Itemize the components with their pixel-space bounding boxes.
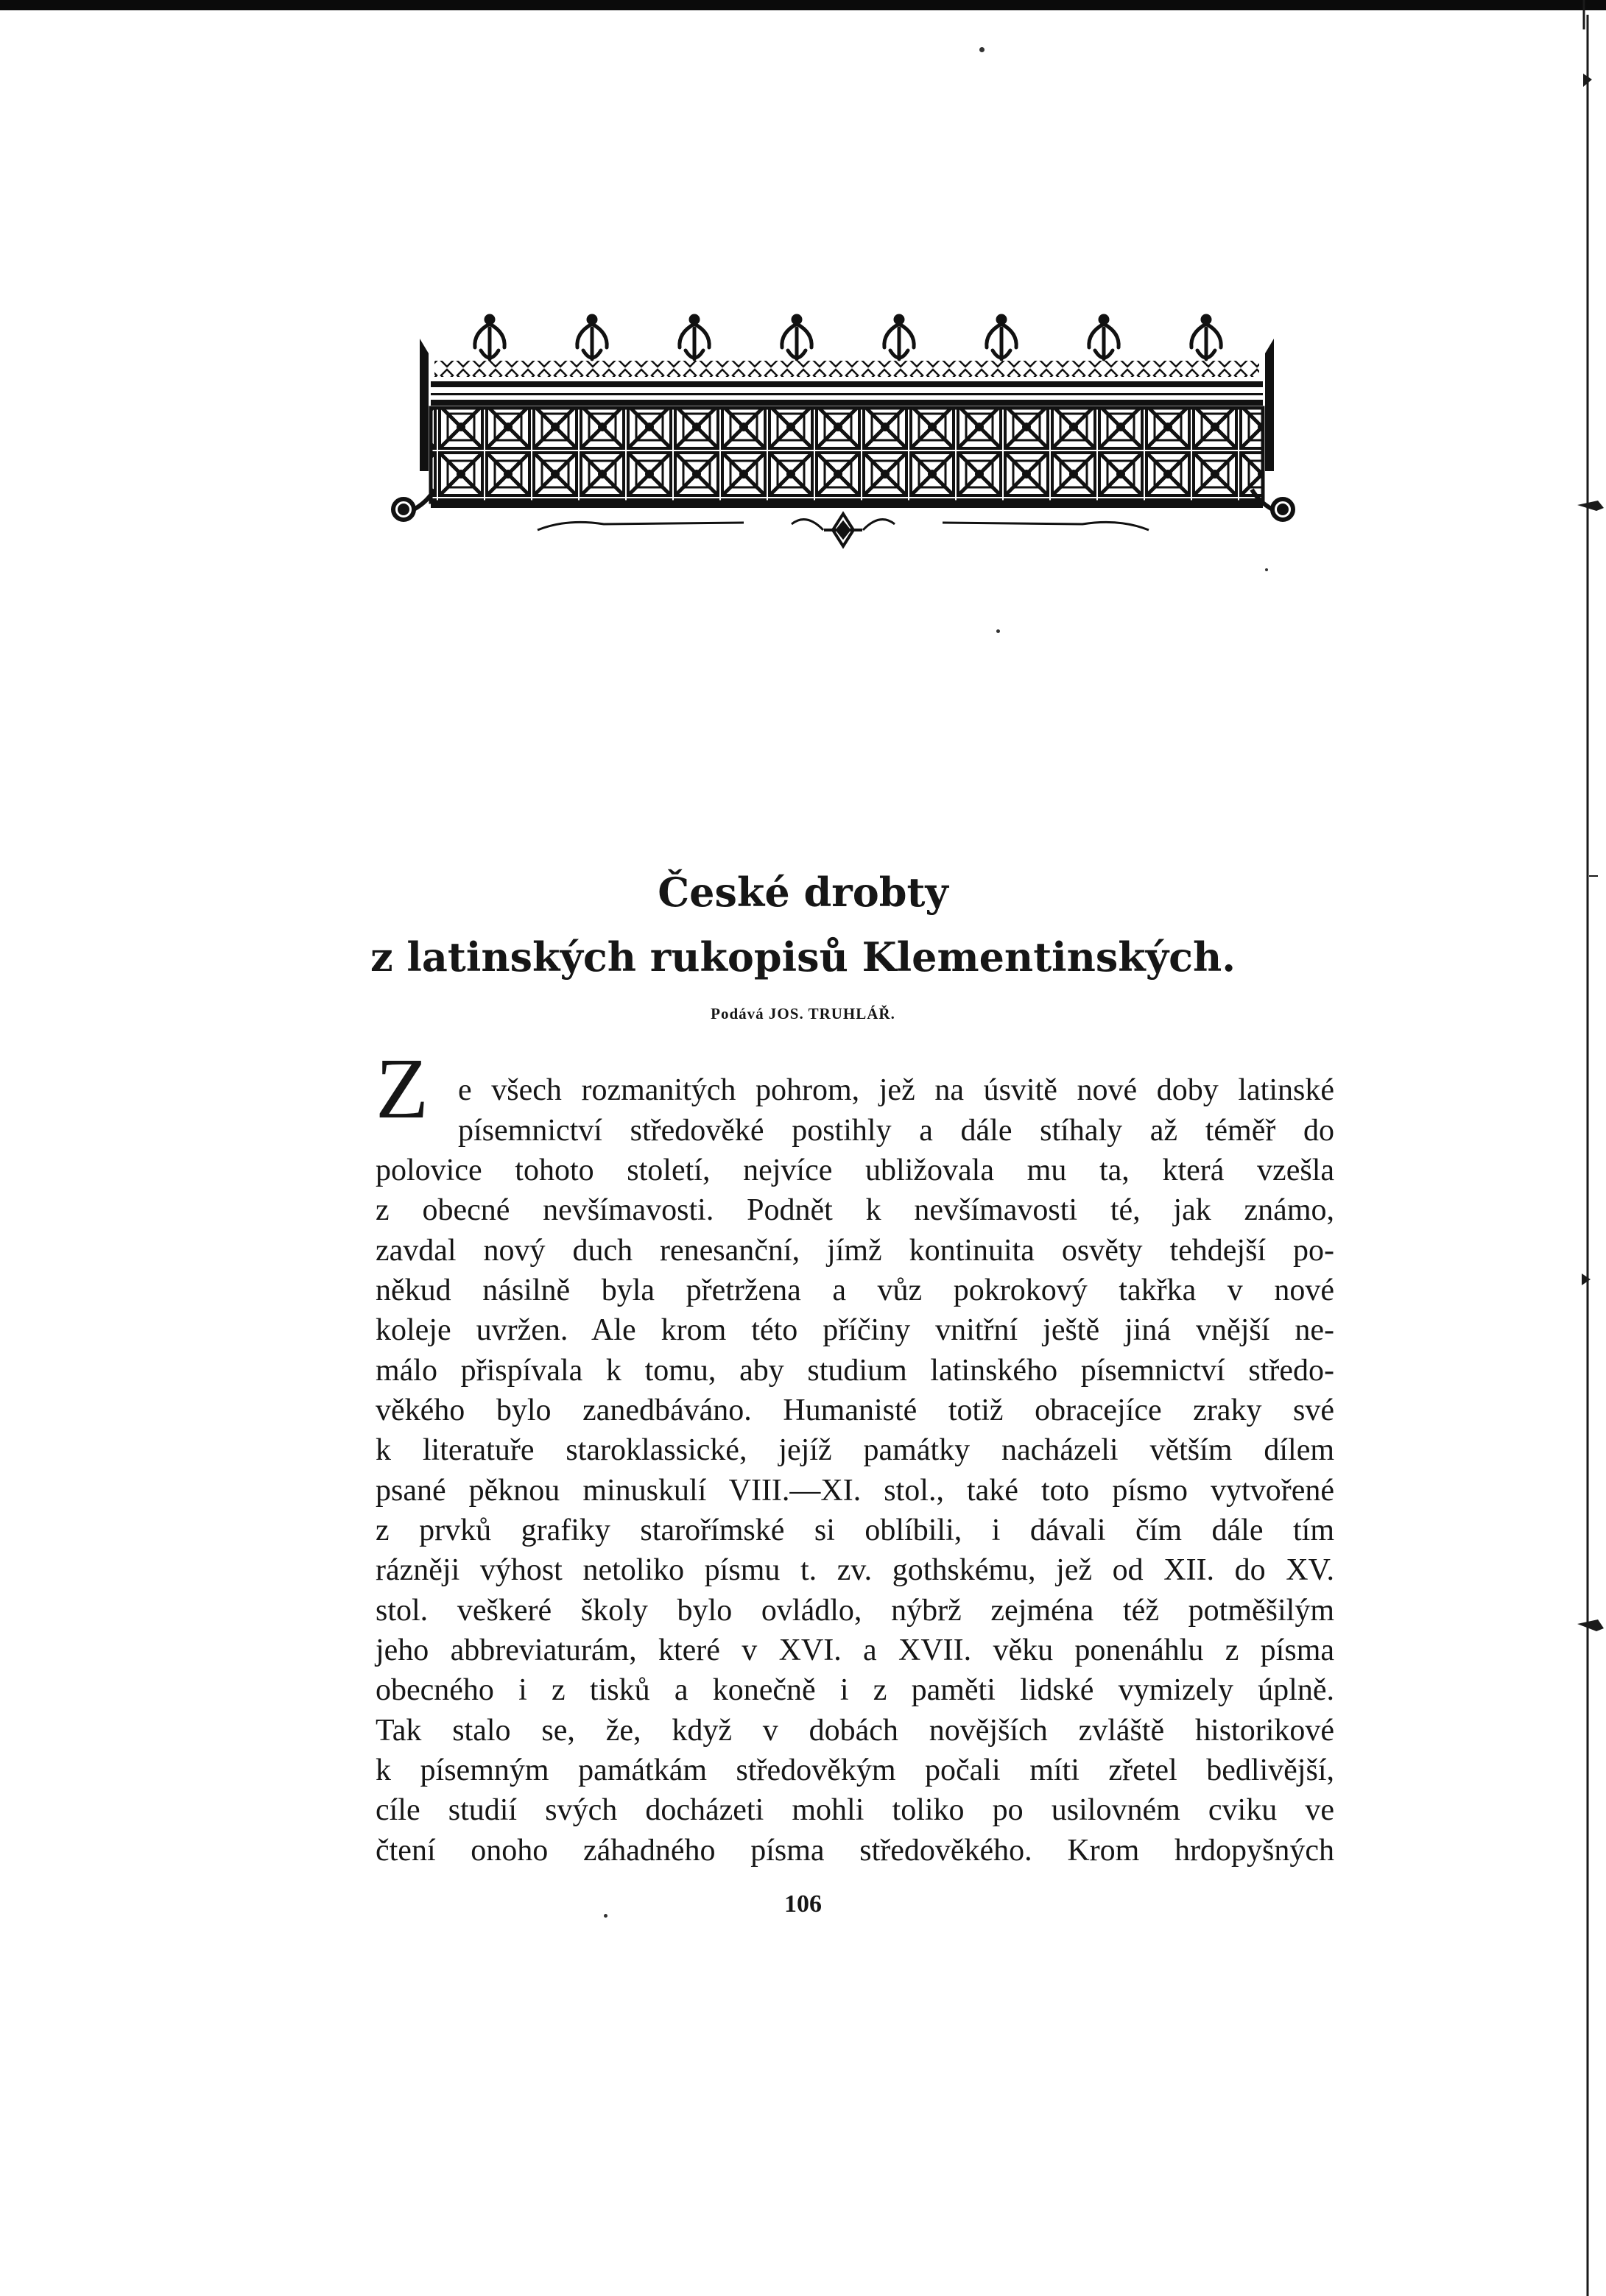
scan-speck — [996, 629, 1000, 633]
body-text-line: z prvků grafiky starořímské si oblíbili, i dávali čím dále tím — [376, 1513, 1334, 1547]
body-text-line: málo přispívala k tomu, aby studium latinského písemnictví středo- — [376, 1354, 1334, 1388]
binding-edge — [1576, 0, 1606, 2296]
body-text-line: psané pěknou minuskulí VIII.—XI. stol., také toto písmo vytvořené — [376, 1474, 1334, 1508]
body-text-line: někud násilně byla přetržena a vůz pokrokový takřka v nové — [376, 1274, 1334, 1307]
scan-speck — [979, 47, 985, 52]
body-text-line: k písemným památkám středověkým počali míti zřetel bedlivější, — [376, 1753, 1334, 1787]
body-text-line: koleje uvržen. Ale krom této příčiny vnitřní ještě jiná vnější ne- — [376, 1313, 1334, 1347]
article-title-line1: České drobty — [658, 869, 948, 916]
body-text-line: rázněji výhost netoliko písmu t. zv. gothskému, jež od XII. do XV. — [376, 1553, 1334, 1587]
body-text-line: Tak stalo se, že, když v dobách novějších zvláště historikové — [376, 1714, 1334, 1748]
body-text-line: z obecné nevšímavosti. Podnět k nevšímavosti té, jak známo, — [376, 1193, 1334, 1227]
scan-speck — [1265, 568, 1268, 571]
header-ornament — [390, 309, 1296, 552]
body-text-line: k literatuře staroklassické, jejíž památky nacházeli větším dílem — [376, 1433, 1334, 1467]
drop-cap: Z — [376, 1040, 429, 1137]
body-text-line: e všech rozmanitých pohrom, jež na úsvitě nové doby latinské — [458, 1073, 1334, 1107]
body-text-line: věkého bylo zanedbáváno. Humanisté totiž obracejíce zraky své — [376, 1394, 1334, 1427]
article-title-line2: z latinských rukopisů Klementinských. — [370, 933, 1236, 981]
author-byline: Podává JOS. TRUHLÁŘ. — [711, 1005, 895, 1022]
scan-top-border — [0, 0, 1606, 10]
body-text-line: jeho abbreviaturám, které v XVI. a XVII. věku ponenáhlu z písma — [376, 1633, 1334, 1667]
body-text-line: čtení onoho záhadného písma středověkého. Krom hrdopyšných — [376, 1834, 1334, 1868]
body-text-line: zavdal nový duch renesanční, jímž kontinuita osvěty tehdejší po- — [376, 1234, 1334, 1268]
body-text-line: cíle studií svých docházeti mohli toliko po usilovném cviku ve — [376, 1793, 1334, 1827]
body-text-line: písemnictví středověké postihly a dále stíhaly až téměř do — [458, 1114, 1334, 1148]
body-text-line: obecného i z tisků a konečně i z paměti lidské vymizely úplně. — [376, 1673, 1334, 1707]
body-text-line: polovice tohoto století, nejvíce ubližovala mu ta, která vzešla — [376, 1154, 1334, 1187]
page-number: 106 — [784, 1890, 822, 1918]
body-text-line: stol. veškeré školy bylo ovládlo, nýbrž zejména též potměšilým — [376, 1594, 1334, 1628]
